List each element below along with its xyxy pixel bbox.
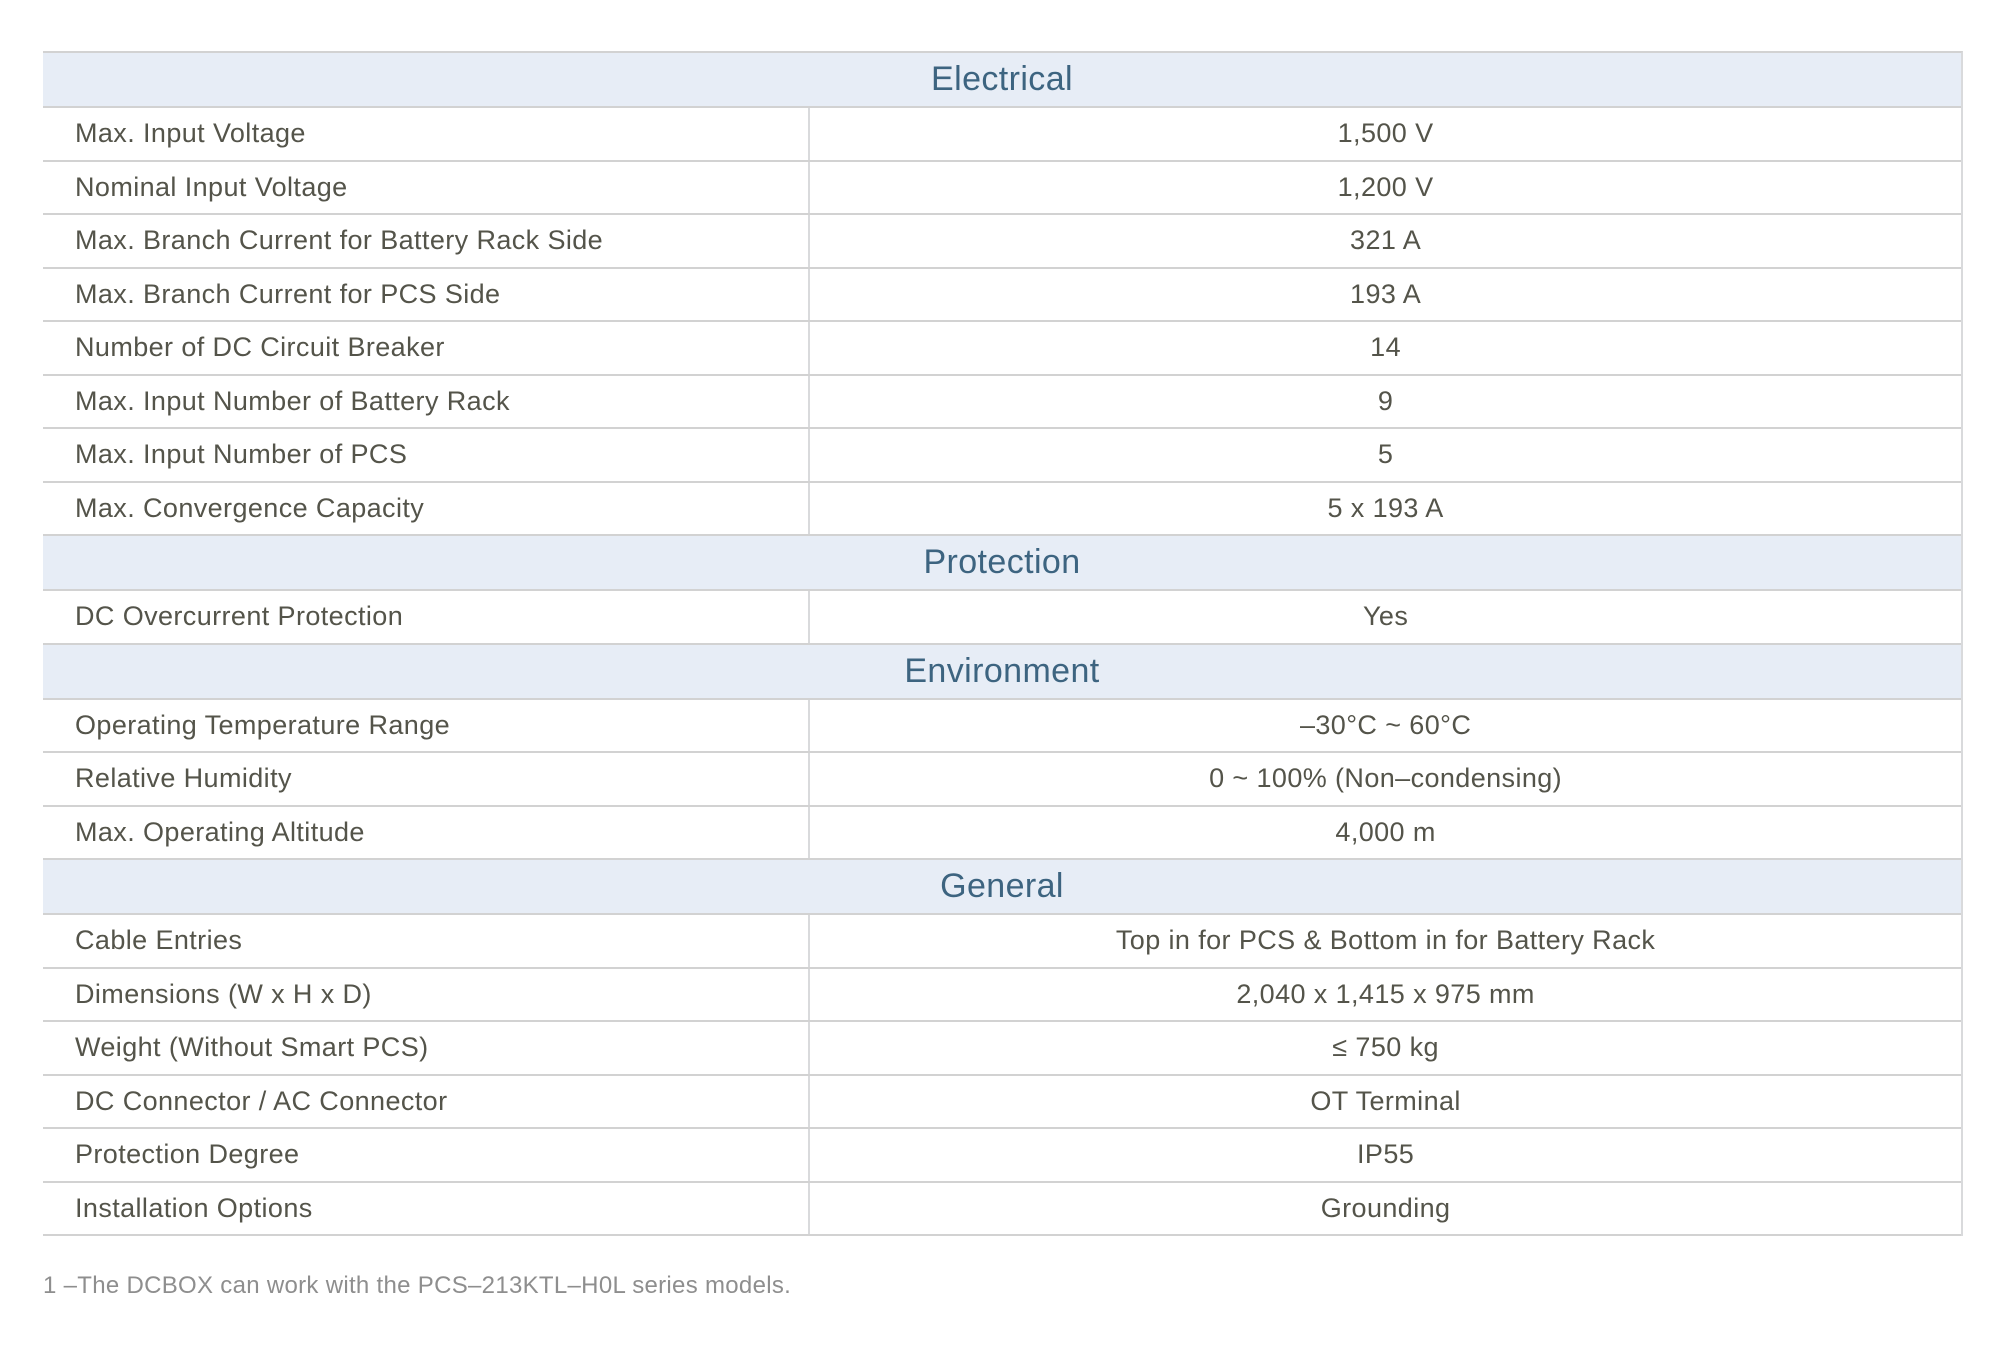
spec-label: Max. Input Number of PCS (43, 429, 810, 481)
spec-row (43, 429, 1961, 483)
spec-label: Max. Branch Current for PCS Side (43, 269, 810, 321)
spec-table (43, 51, 1963, 1236)
spec-value: 2,040 x 1,415 x 975 mm (1236, 978, 1535, 1009)
spec-value: Top in for PCS & Bottom in for Battery Rack (1115, 925, 1656, 956)
spec-label: Nominal Input Voltage (43, 162, 810, 214)
spec-label: Protection Degree (43, 1129, 810, 1181)
section-title: Electrical (931, 60, 1073, 98)
spec-label: Dimensions (W x H x D) (43, 969, 810, 1021)
spec-value: ≤ 750 kg (1332, 1032, 1439, 1063)
spec-row (43, 807, 1961, 861)
spec-value: 14 (1370, 332, 1402, 363)
section-header-protection (43, 536, 1961, 591)
spec-row (43, 1183, 1961, 1237)
spec-label: Cable Entries (43, 915, 810, 967)
spec-label: Max. Convergence Capacity (43, 483, 810, 535)
spec-value: 9 (1377, 385, 1394, 416)
spec-value: 5 (1377, 439, 1394, 470)
spec-value: 0 ~ 100% (Non–condensing) (1209, 763, 1563, 794)
spec-value: 193 A (1350, 278, 1422, 309)
section-title: Protection (923, 543, 1081, 581)
spec-row (43, 969, 1961, 1023)
spec-value: Grounding (1320, 1192, 1451, 1223)
spec-row (43, 162, 1961, 216)
spec-row (43, 215, 1961, 269)
section-title: Environment (904, 651, 1100, 690)
spec-row (43, 591, 1961, 645)
section-title: General (940, 867, 1064, 905)
spec-label: Weight (Without Smart PCS) (43, 1022, 810, 1074)
spec-value: IP55 (1357, 1139, 1415, 1170)
spec-value: 321 A (1350, 225, 1422, 256)
spec-value: 5 x 193 A (1327, 492, 1444, 523)
spec-row (43, 483, 1961, 537)
spec-row (43, 269, 1961, 323)
spec-row (43, 322, 1961, 376)
spec-value: –30°C ~ 60°C (1299, 709, 1472, 740)
spec-row (43, 915, 1961, 969)
spec-row (43, 1022, 1961, 1076)
spec-value: Yes (1362, 601, 1409, 632)
spec-row (43, 1129, 1961, 1183)
spec-value: 1,500 V (1337, 118, 1434, 149)
section-header-environment (43, 645, 1961, 700)
spec-label: Max. Operating Altitude (43, 807, 810, 859)
spec-value: 1,200 V (1337, 171, 1434, 202)
spec-label: Relative Humidity (43, 753, 810, 805)
spec-label: Max. Input Number of Battery Rack (43, 376, 810, 428)
spec-label: DC Connector / AC Connector (43, 1076, 810, 1128)
spec-label: Max. Input Voltage (43, 108, 810, 160)
spec-label: Max. Branch Current for Battery Rack Side (43, 215, 810, 267)
spec-value: OT Terminal (1310, 1085, 1461, 1116)
section-header-general (43, 860, 1961, 915)
spec-label: Number of DC Circuit Breaker (43, 322, 810, 374)
spec-label: Operating Temperature Range (43, 700, 810, 752)
spec-row (43, 700, 1961, 754)
spec-row (43, 753, 1961, 807)
spec-label: Installation Options (43, 1183, 810, 1235)
spec-row (43, 1076, 1961, 1130)
spec-row (43, 108, 1961, 162)
spec-label: DC Overcurrent Protection (43, 591, 810, 643)
spec-row (43, 376, 1961, 430)
section-header-electrical (43, 53, 1961, 108)
spec-value: 4,000 m (1335, 816, 1436, 847)
footnote: 1 –The DCBOX can work with the PCS–213KTL–H0L series models. (43, 1272, 792, 1299)
